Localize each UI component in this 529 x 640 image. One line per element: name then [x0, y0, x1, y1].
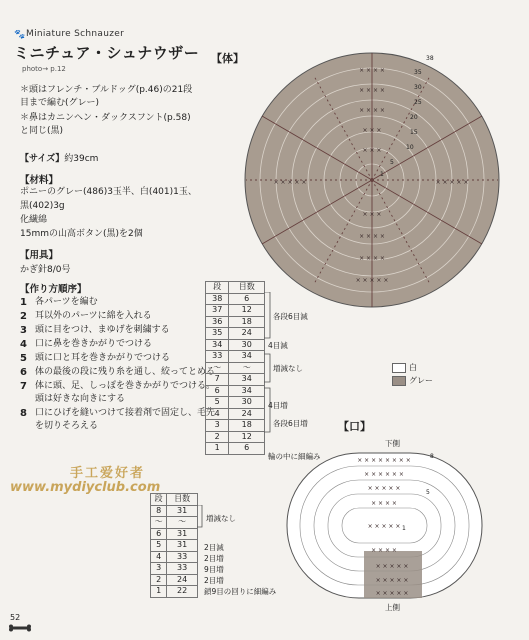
body-annotation: 輪の中に細編み — [268, 452, 321, 461]
svg-text:× × × × × ×: × × × × × × — [364, 471, 404, 478]
table-header-cell: 段 — [151, 494, 167, 506]
table-row: 〜 〜 — [151, 517, 198, 529]
table-header-row — [206, 282, 265, 294]
table-row: 4 24 — [206, 408, 265, 420]
svg-text:× × × × ×: × × × × × — [367, 485, 401, 492]
table-row: 5 30 — [206, 397, 265, 409]
svg-text:× × × × ×: × × × × × — [375, 590, 409, 597]
step-item: 7 体に頭、足、しっぽを巻きかがりでつける。頭は好きな向きにする — [20, 381, 216, 404]
table-row: 34 30 — [206, 339, 265, 351]
svg-text:× × × ×: × × × × — [359, 233, 385, 240]
size-line — [20, 151, 98, 164]
mouth-row-label: 8 — [430, 453, 434, 460]
body-annotation: 4目減 — [268, 341, 288, 350]
page-number: 52 — [10, 613, 21, 622]
table-row: 36 18 — [206, 316, 265, 328]
table-row: 2 24 — [151, 574, 198, 586]
legend-label-white: 白 — [409, 363, 417, 372]
body-count-table — [205, 281, 265, 455]
table-row: 1 6 — [206, 443, 265, 455]
table-row: 8 31 — [151, 505, 198, 517]
table-row: 4 33 — [151, 551, 198, 563]
watermark-cn: 手工爱好者 — [70, 466, 146, 481]
pattern-subtitle: Miniature Schnauzer — [26, 29, 125, 39]
body-row-label: 30 — [414, 84, 422, 91]
body-annotation: 4目増 — [268, 401, 288, 410]
svg-text:× × × ×: × × × × — [371, 547, 397, 554]
materials-heading: 【材料】 — [20, 175, 59, 186]
body-annotation: 増減なし — [273, 364, 303, 373]
table-header-cell: 段 — [206, 282, 229, 294]
table-row: 38 6 — [206, 293, 265, 305]
bone-icon — [8, 624, 32, 632]
svg-text:× × ×: × × × — [362, 211, 382, 218]
materials-line: ポニーのグレー(486)3玉半、白(401)1玉、黒(402)3g — [20, 187, 197, 211]
step-item: 3 頭に目をつけ、まゆげを刺繍する — [20, 325, 170, 336]
svg-text:× × × ×: × × × × — [371, 500, 397, 507]
tools-heading: 【用具】 — [20, 250, 59, 261]
body-section-label: 【体】 — [211, 52, 244, 65]
table-row: 5 31 — [151, 540, 198, 552]
table-row: 2 12 — [206, 431, 265, 443]
svg-text:× × × ×: × × × × — [359, 255, 385, 262]
body-chart — [230, 48, 515, 308]
steps-list — [20, 296, 220, 434]
mouth-annotation: 鎖9目の回りに細編み — [204, 587, 277, 596]
step-item: 5 頭に口と耳を巻きかがりでつける — [20, 353, 171, 364]
steps-heading: 【作り方順序】 — [20, 284, 87, 295]
mouth-top-side-label: 下側 — [385, 439, 400, 448]
watermark-url: www.mydiyclub.com — [10, 480, 161, 495]
mouth-row-label: 1 — [402, 525, 406, 532]
table-row: 3 18 — [206, 420, 265, 432]
svg-text:× × × × ×: × × × × × — [355, 277, 389, 284]
step-item: 8 口にひげを縫いつけて接着剤で固定し、毛先を切りそろえる — [20, 408, 216, 431]
svg-text:× × ×: × × × — [362, 147, 382, 154]
tools-value: かぎ針8/0号 — [20, 265, 71, 275]
body-annotation: 各段6目減 — [273, 312, 308, 321]
svg-text:× × × × ×: × × × × × — [367, 523, 401, 530]
svg-text:× × × × ×: × × × × × — [435, 179, 469, 186]
table-row: 1 22 — [151, 586, 198, 598]
size-heading: 【サイズ】 — [20, 154, 65, 164]
table-header-row — [151, 494, 198, 506]
materials-line: 化繊綿 — [20, 215, 48, 225]
svg-text:× × × ×: × × × × — [359, 67, 385, 74]
mouth-annotation: 2目増 — [204, 554, 224, 563]
paw-icon: 🐾 — [14, 30, 26, 40]
table-header-cell: 目数 — [229, 282, 265, 294]
svg-text:× × × × ×: × × × × × — [375, 563, 409, 570]
step-item: 2 耳以外のパーツに綿を入れる — [20, 311, 152, 322]
svg-text:× × × ×: × × × × — [359, 107, 385, 114]
step-item: 4 口に鼻を巻きかがりでつける — [20, 339, 153, 350]
body-row-label: 25 — [414, 99, 422, 106]
table-row: 3 33 — [151, 563, 198, 575]
body-row-label: 15 — [410, 129, 418, 136]
svg-text:× × × × ×: × × × × × — [273, 179, 307, 186]
step-item: 6 体の最後の段に残り糸を通し、絞ってとめる — [20, 367, 216, 378]
size-value: 約39cm — [64, 154, 99, 164]
body-annotation: 各段6目増 — [273, 419, 308, 428]
mouth-oval-diagram — [287, 453, 482, 598]
mouth-annotation: 増減なし — [206, 514, 236, 523]
body-row-label: 1 — [380, 171, 384, 178]
body-row-label: 10 — [406, 144, 414, 151]
mouth-count-table — [150, 493, 198, 598]
materials-list — [20, 185, 205, 241]
note-head: ＊頭はフレンチ・ブルドッグ(p.46)の21段目まで編む(グレー) — [20, 85, 193, 108]
table-row: 7 34 — [206, 374, 265, 386]
legend-label-gray: グレー — [409, 376, 433, 385]
mouth-bottom-side-label: 上側 — [385, 603, 400, 612]
table-row: 6 34 — [206, 385, 265, 397]
svg-text:× × ×: × × × — [362, 127, 382, 134]
body-circle-diagram — [245, 53, 499, 307]
table-row: 6 31 — [151, 528, 198, 540]
svg-text:× × × × × × × ×: × × × × × × × × — [357, 457, 411, 464]
mouth-annotation: 2目減 — [204, 543, 224, 552]
table-row: 33 34 — [206, 351, 265, 363]
note-nose: ＊鼻はカニンヘン・ダックスフント(p.58)と同じ(黒) — [20, 113, 191, 136]
materials-line: 15mmの山高ボタン(黒)を2個 — [20, 229, 143, 239]
table-row: 〜 〜 — [206, 362, 265, 374]
table-row: 35 24 — [206, 328, 265, 340]
mouth-row-label: 5 — [426, 489, 430, 496]
body-row-label: 5 — [390, 159, 394, 166]
body-row-label: 38 — [426, 55, 434, 62]
photo-ref: photo→ p.12 — [22, 65, 66, 73]
legend-swatch-white — [392, 363, 406, 373]
svg-text:× × × × ×: × × × × × — [375, 577, 409, 584]
mouth-chart — [282, 448, 522, 603]
pattern-title: ミニチュア・シュナウザー — [14, 44, 200, 62]
legend-swatch-gray — [392, 376, 406, 386]
body-row-label: 35 — [414, 69, 422, 76]
mouth-annotation: 2目増 — [204, 576, 224, 585]
svg-text:× × × ×: × × × × — [359, 87, 385, 94]
step-item: 1 各パーツを編む — [20, 297, 98, 308]
table-header-cell: 目数 — [167, 494, 198, 506]
table-row: 37 12 — [206, 305, 265, 317]
mouth-section-label: 【口】 — [338, 420, 371, 433]
body-row-label: 20 — [410, 114, 418, 121]
mouth-annotation: 9目増 — [204, 565, 224, 574]
